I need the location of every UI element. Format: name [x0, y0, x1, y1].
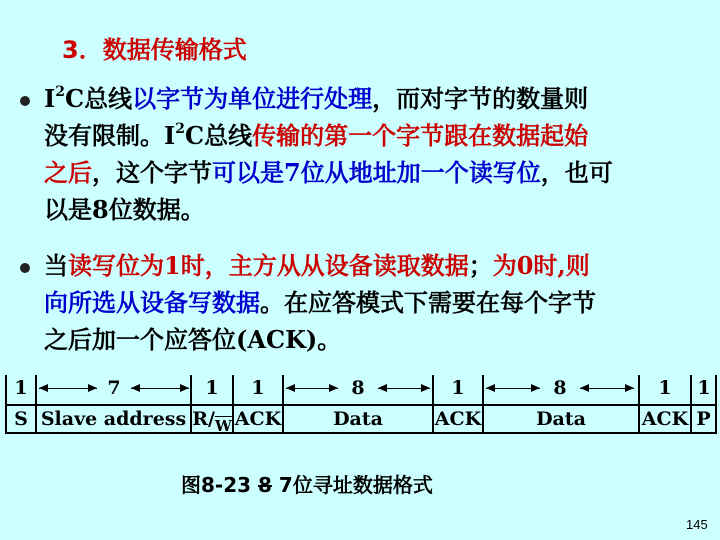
text-then: 则: [565, 251, 590, 280]
caption-struck-digit: 8: [258, 473, 272, 497]
field-read-write: [192, 406, 234, 432]
tick: [715, 375, 717, 404]
field-rw-w: W: [214, 416, 232, 432]
field-data: Data: [284, 406, 434, 432]
field-start: S: [7, 406, 37, 432]
paragraph-2-line-1: [44, 247, 694, 284]
span-arrow: [131, 388, 189, 389]
field-slave-address: Slave address: [37, 406, 192, 432]
bit-count-row: [5, 373, 717, 404]
text-byte-unit: 以字节为单位进行处理: [132, 84, 373, 113]
text-i2c-i: I: [44, 84, 56, 113]
field-rw-r: R/: [192, 407, 215, 430]
bit-count-ack: 1: [658, 377, 672, 399]
bit-count-p: 1: [697, 377, 711, 399]
text-byte-count: ，而对字节的数量则: [372, 84, 589, 113]
text-write-data: 向所选从设备写数据: [44, 288, 260, 317]
paragraph-1: [44, 80, 694, 228]
field-ack: ACK: [234, 406, 284, 432]
paragraph-1-line-2: [44, 117, 694, 154]
tick: [35, 375, 37, 404]
field-ack: ACK: [640, 406, 692, 432]
superscript-2: 2: [175, 121, 185, 137]
text-ack-mode: 。在应答模式下需要在每个字节: [260, 288, 596, 317]
paragraph-1-line-1: [44, 80, 694, 117]
frame-fields: [5, 404, 717, 434]
bit-count-ack: 1: [451, 377, 465, 399]
text-first-byte: 传输的第一个字节跟在数据起始: [252, 121, 589, 150]
bit-count-rw: 1: [205, 377, 219, 399]
superscript-2: 2: [55, 84, 65, 100]
paragraph-2-line-2: [44, 284, 694, 321]
field-ack: ACK: [434, 406, 484, 432]
text-semicolon: ；: [468, 251, 493, 280]
field-data: Data: [484, 406, 640, 432]
tick: [482, 375, 484, 404]
bit-count-s: 1: [14, 377, 28, 399]
text-this-byte: ，这个字节: [92, 158, 212, 187]
text-period: 。: [180, 195, 205, 224]
figure-caption: [181, 469, 433, 498]
slide-title: 3．数据传输格式: [62, 36, 247, 64]
paragraph-1-line-4: [44, 191, 694, 228]
caption-text: 7位寻址数据格式: [271, 473, 433, 497]
bit-count-data: 8: [553, 377, 567, 399]
paragraph-2: [44, 247, 694, 358]
tick: [282, 375, 284, 404]
paragraph-1-line-3: [44, 154, 694, 191]
span-arrow: [486, 388, 540, 389]
text-ack-bit: 之后加一个应答位(ACK)。: [44, 325, 342, 354]
page-number: 145: [686, 517, 708, 532]
text-zero: 为0时,: [492, 251, 566, 280]
text-after: 之后: [44, 158, 92, 187]
caption-figure-number: 图8-23: [181, 473, 259, 497]
text-c-bus: C总线: [184, 121, 253, 150]
span-arrow: [39, 388, 97, 389]
bullet-icon: [20, 263, 30, 273]
text-c-bus: C总线: [64, 84, 133, 113]
text-read-bit: 读写位为1时，主方从从设备读取数据: [68, 251, 469, 280]
bullet-icon: [20, 96, 30, 106]
bit-count-data: 8: [351, 377, 365, 399]
paragraph-2-line-3: [44, 321, 694, 358]
span-arrow: [286, 388, 338, 389]
text-when: 当: [44, 251, 68, 280]
text-also: ，也可: [540, 158, 613, 187]
i2c-frame-diagram: [5, 373, 717, 435]
text-8bit-data: 以是8位数据: [44, 195, 181, 224]
span-arrow: [378, 388, 430, 389]
bit-count-ack: 1: [251, 377, 265, 399]
text-7bit-address: 可以是7位从地址加一个读写位: [212, 158, 541, 187]
field-stop: P: [696, 408, 711, 430]
span-arrow: [580, 388, 634, 389]
text-no-limit: 没有限制。I: [44, 121, 176, 150]
bit-count-address: 7: [107, 377, 121, 399]
